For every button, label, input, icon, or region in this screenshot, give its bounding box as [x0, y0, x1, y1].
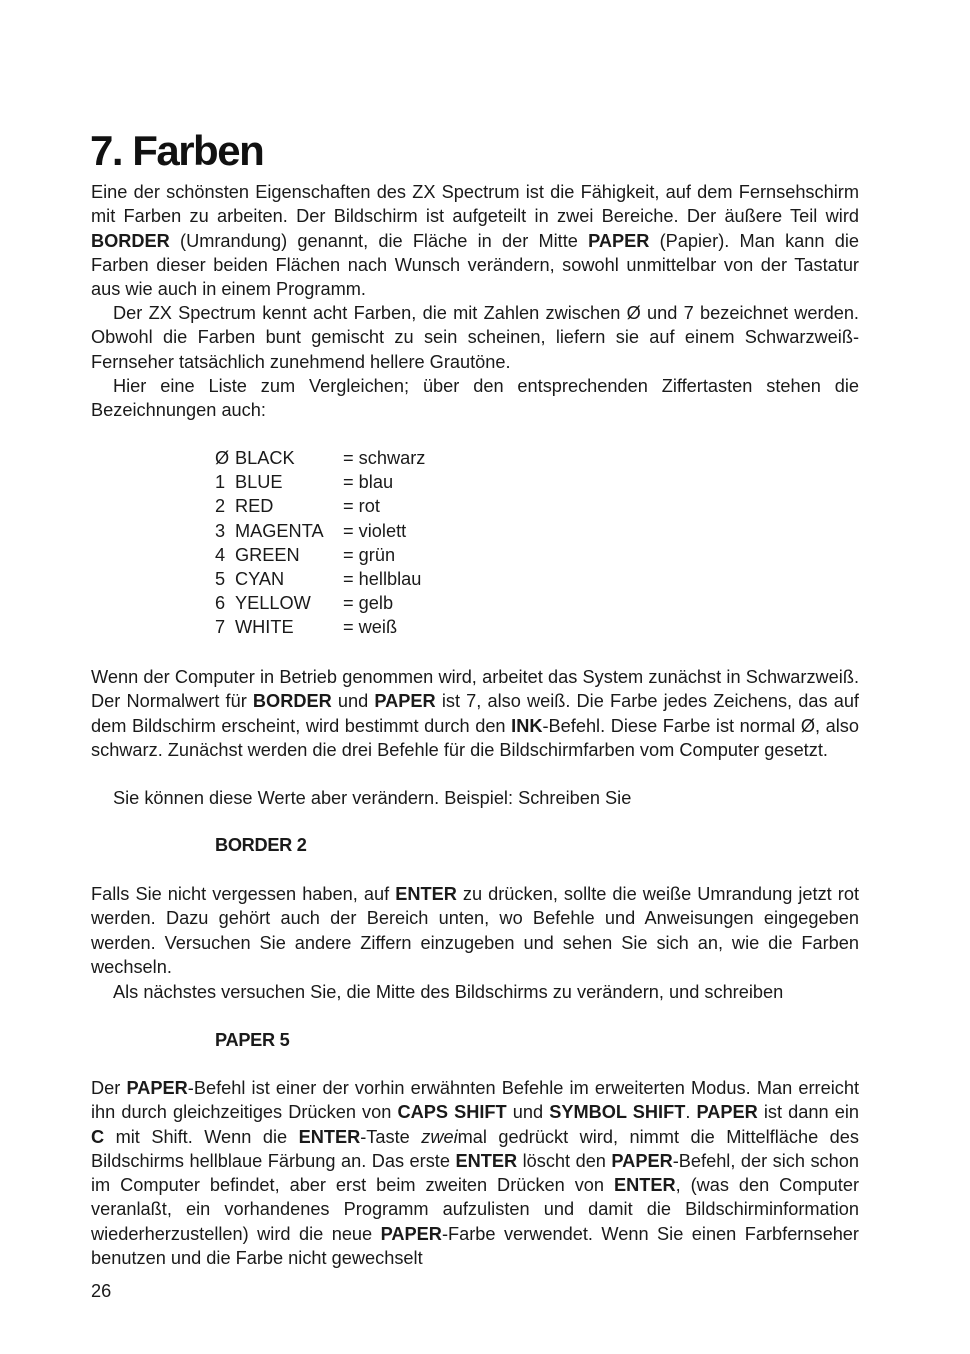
- intro-paragraph-1: [91, 180, 859, 301]
- text-run: -Befehl. Diese Farbe ist normal Ø, also schwarz. Zunächst werden die drei Befehle für die Bildschirmfarben vom Computer gesetzt.: [91, 715, 859, 760]
- keyword-border: BORDER: [252, 691, 332, 712]
- text-run: löscht den: [517, 1150, 612, 1171]
- text-run: und: [506, 1102, 550, 1123]
- color-german: = rot: [343, 496, 380, 517]
- code-example-border: BORDER 2: [215, 835, 307, 855]
- text-run: (Papier). Man kann die Farben dieser beiden Flächen nach Wunsch verändern, sowohl unmittelbar von der Tastatur aus wie auch in einem Programm.: [91, 230, 859, 300]
- keyword-enter: ENTER: [395, 884, 457, 904]
- keyword-caps-shift: CAPS SHIFT: [397, 1102, 507, 1123]
- color-number: 4: [215, 544, 226, 565]
- emphasis-zwei: zwei: [421, 1126, 458, 1147]
- color-german: = violett: [343, 520, 407, 541]
- text-run: Wenn der Computer in Betrieb genommen wird, arbeitet das System zunächst in Schwarzweiß. Der Normalwert für: [91, 667, 859, 712]
- text-run: zu drücken, sollte die weiße Umrandung jetzt rot werden. Dazu gehört auch der Bereich unten, wo Befehle und Anweisungen eingegeben werden. Versuchen Sie andere Ziffern einzugeben und sehen Sie sich an, wie die Farben wechseln.: [91, 884, 859, 977]
- color-list-item: [215, 494, 425, 518]
- text-run: -Taste: [360, 1126, 422, 1147]
- color-list: [215, 446, 425, 640]
- color-german: = blau: [343, 472, 394, 493]
- color-list-item: [215, 470, 425, 494]
- keyword-paper: PAPER: [696, 1102, 758, 1123]
- text-run: mit Shift. Wenn die: [104, 1126, 299, 1147]
- keyword-enter: ENTER: [455, 1150, 518, 1171]
- keyword-paper: PAPER: [611, 1150, 673, 1171]
- color-name: GREEN: [235, 544, 300, 565]
- intro-paragraph-2: Der ZX Spectrum kennt acht Farben, die mit Zahlen zwischen Ø und 7 bezeichnet werden. Obwohl die Farben bunt gemischt zu sein scheinen, liefern sie auf einem Schwarzweiß-Fernseher tatsächlich zunehmend hellere Grautöne.: [91, 303, 859, 372]
- keyword-enter: ENTER: [613, 1175, 676, 1196]
- color-name: BLACK: [235, 448, 295, 468]
- text-run: Falls Sie nicht vergessen haben, auf: [91, 884, 396, 904]
- color-german: = grün: [343, 544, 396, 565]
- text-run: Eine der schönsten Eigenschaften des ZX Spectrum ist die Fähigkeit, auf dem Fernsehschirm mit Farben zu arbeiten. Der Bildschirm ist aufgeteilt in zwei Bereiche. Der äußere Teil wird: [91, 182, 859, 227]
- color-name: BLUE: [235, 472, 283, 493]
- text-run: , (was den Computer veranlaßt, ein vorhandenes Programm aufzulisten und damit die Bildschirminformation wiederherzustellen) wird die neue: [91, 1175, 860, 1244]
- color-number: 2: [215, 496, 226, 517]
- text-run: Der: [91, 1078, 127, 1098]
- color-number: 5: [215, 569, 226, 590]
- keyword-ink: INK: [511, 715, 543, 736]
- section4-paragraph: [91, 1076, 859, 1270]
- color-number: 1: [215, 472, 226, 493]
- text-run: und: [331, 691, 375, 712]
- keyword-paper: PAPER: [126, 1078, 188, 1098]
- keyword-symbol-shift: SYMBOL SHIFT: [549, 1102, 686, 1123]
- text-run: ist 7, also weiß. Die Farbe jedes Zeichens, das auf dem Bildschirm erscheint, wird bestimmt durch den: [91, 691, 859, 736]
- color-name: CYAN: [235, 569, 285, 590]
- page-number: 26: [91, 1281, 112, 1301]
- code-example-paper: PAPER 5: [215, 1030, 290, 1050]
- text-run: .: [685, 1102, 697, 1123]
- text-run: (Umrandung) genannt, die Fläche in der Mitte: [169, 230, 589, 251]
- color-list-item: [215, 615, 425, 639]
- color-name: RED: [235, 496, 274, 517]
- text-run: -Befehl ist einer der vorhin erwähnten Befehle im erweiterten Modus. Man erreicht ihn durch gleichzeitiges Drücken von: [91, 1078, 859, 1123]
- section3-paragraph-2: Als nächstes versuchen Sie, die Mitte des Bildschirms zu verändern, und schreiben: [113, 982, 784, 1002]
- color-number: 6: [215, 593, 226, 614]
- section2-paragraph-2: Sie können diese Werte aber verändern. Beispiel: Schreiben Sie: [113, 788, 632, 808]
- chapter-title: 7. Farben: [90, 127, 264, 174]
- keyword-enter: ENTER: [298, 1126, 361, 1147]
- text-run: ist dann ein: [757, 1102, 859, 1123]
- color-list-item: [215, 567, 425, 591]
- color-list-item: [215, 591, 425, 615]
- text-run: -Befehl, der sich schon im Computer befindet, aber erst beim zweiten Drücken von: [91, 1150, 859, 1196]
- color-name: MAGENTA: [235, 520, 324, 541]
- color-number: Ø: [215, 448, 230, 468]
- color-list-item: [215, 446, 425, 470]
- color-german: = gelb: [343, 593, 394, 614]
- color-german: = weiß: [343, 617, 398, 638]
- section3-paragraph-1: [91, 882, 859, 979]
- intro-paragraph-3: Hier eine Liste zum Vergleichen; über den entsprechenden Ziffertasten stehen die Bezeichnungen auch:: [91, 376, 859, 421]
- color-list-item: [215, 543, 425, 567]
- keyword-paper: PAPER: [374, 691, 436, 712]
- color-german: = schwarz: [343, 448, 426, 468]
- color-german: = hellblau: [343, 569, 422, 590]
- section2-paragraph-1: [91, 665, 859, 762]
- color-list-item: [215, 519, 425, 543]
- text-run: -Farbe verwendet. Wenn Sie einen Farbfernseher benutzen und die Farbe nicht gewechselt: [91, 1223, 859, 1269]
- color-number: 3: [215, 520, 226, 541]
- keyword-border: BORDER: [91, 230, 170, 251]
- text-run: mal gedrückt wird, nimmt die Mittelfläche des Bildschirms hellblaue Färbung an. Das erste: [91, 1126, 859, 1171]
- keyword-paper: PAPER: [588, 230, 650, 251]
- color-name: YELLOW: [235, 593, 311, 614]
- color-name: WHITE: [235, 617, 294, 638]
- keyword-c: C: [91, 1126, 105, 1147]
- keyword-paper: PAPER: [380, 1223, 442, 1244]
- color-number: 7: [215, 617, 226, 638]
